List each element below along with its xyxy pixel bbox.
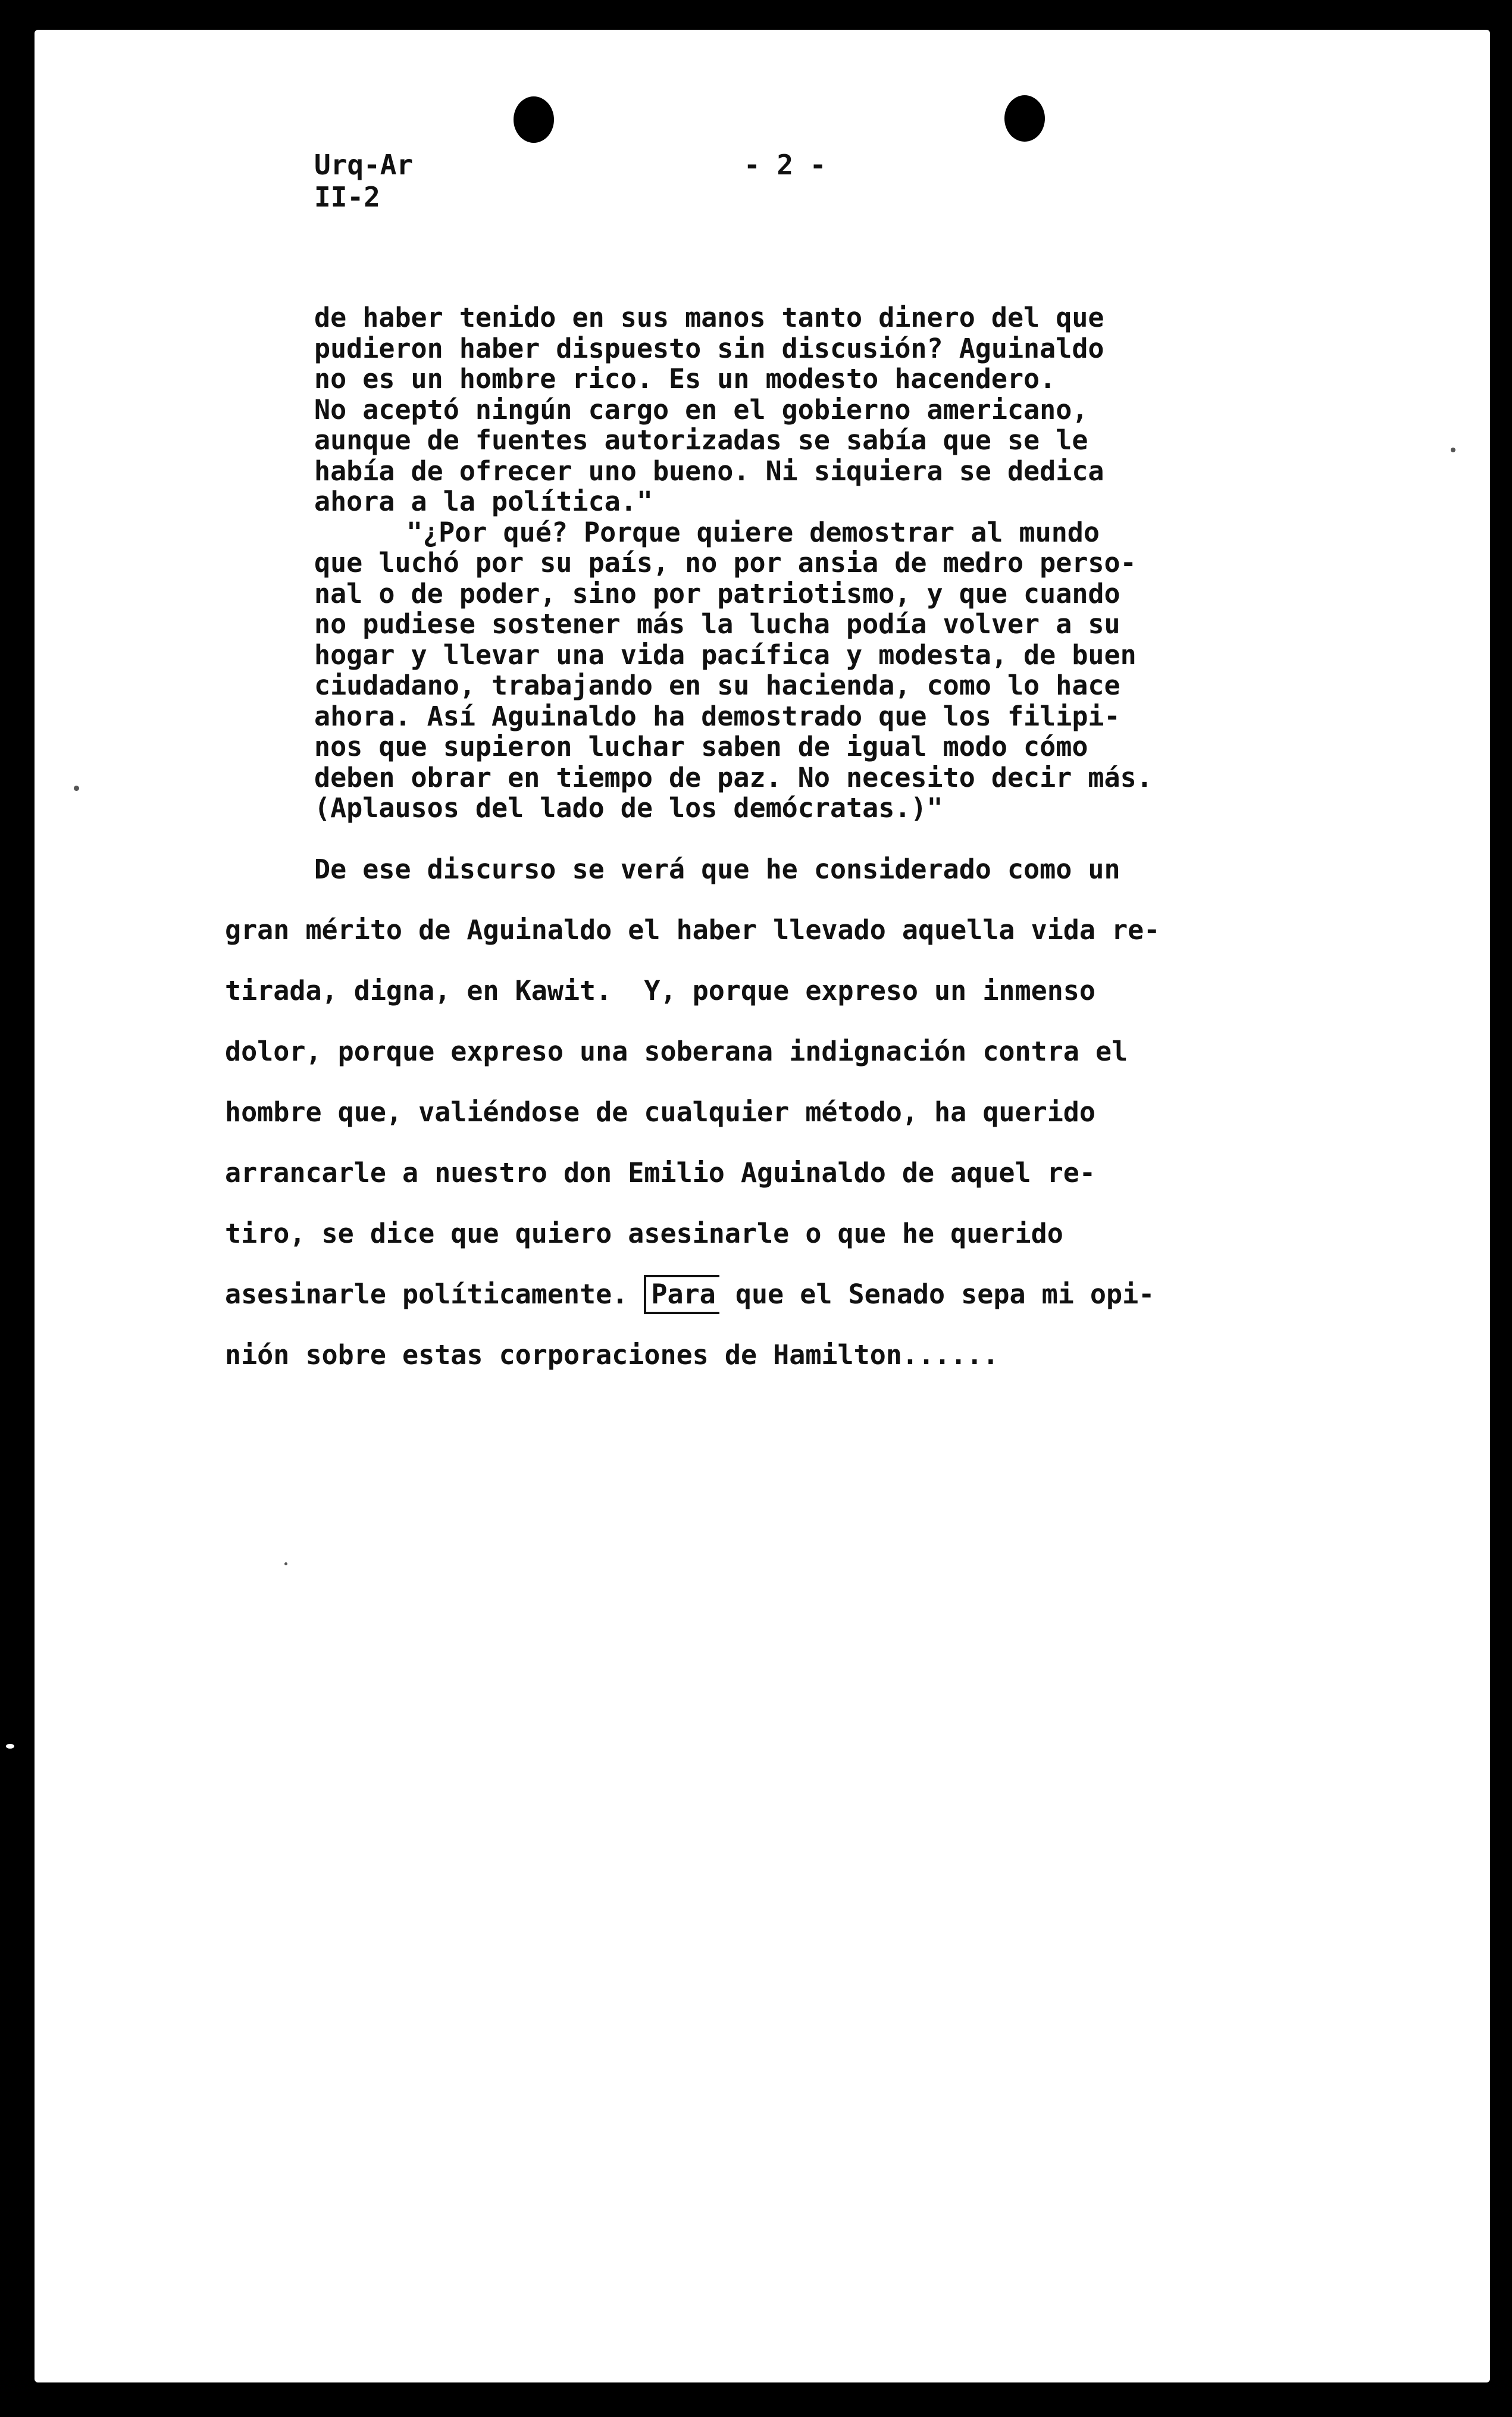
quote-line: ciudadano, trabajando en su hacienda, como lo hace: [314, 670, 1120, 701]
quote-line: ahora a la política.": [314, 486, 653, 517]
reference-line-1: Urq-Ar: [314, 149, 414, 181]
quote-line: de haber tenido en sus manos tanto dinero del que: [314, 302, 1104, 333]
scan-speck: [74, 786, 79, 791]
scan-speck: [1451, 448, 1455, 452]
quote-line: ahora. Así Aguinaldo ha demostrado que los filipi-: [314, 700, 1120, 732]
quote-line: aunque de fuentes autorizadas se sabía que se le: [314, 424, 1088, 456]
quote-line: (Aplausos del lado de los demócratas.)": [314, 792, 943, 824]
quoted-speech-block: [314, 302, 1299, 824]
quote-line: pudieron haber dispuesto sin discusión? Aguinaldo: [314, 332, 1104, 364]
body-line: hombre que, valiéndose de cualquier método, ha querido: [225, 1096, 1095, 1128]
quote-line: No aceptó ningún cargo en el gobierno americano,: [314, 393, 1088, 426]
quote-line: deben obrar en tiempo de paz. No necesito decir más.: [314, 761, 1153, 793]
bracketed-word: Para: [651, 1278, 716, 1310]
body-line-rest: que el Senado sepa mi opi-: [719, 1278, 1155, 1310]
scan-speck: [284, 1562, 287, 1565]
quote-line: que luchó por su país, no por ansia de medro perso-: [314, 547, 1137, 579]
punch-hole-left: [514, 96, 554, 143]
reference-code: [314, 149, 413, 213]
body-line: tiro, se dice que quiero asesinarle o que he querido: [225, 1218, 1063, 1249]
body-line: asesinarle políticamente.: [225, 1278, 628, 1310]
quote-line: "¿Por qué? Porque quiere demostrar al mundo: [406, 516, 1100, 548]
quote-line: no pudiese sostener más la lucha podía volver a su: [314, 608, 1120, 640]
quote-line: nal o de poder, sino por patriotismo, y que cuando: [314, 577, 1120, 609]
body-paragraph: [225, 839, 1302, 1386]
scan-speck: [6, 1744, 14, 1749]
page-number: - 2 -: [744, 149, 827, 181]
quote-line: había de ofrecer uno bueno. Ni siquiera se dedica: [314, 455, 1104, 487]
body-line-bracketed: [225, 1264, 1302, 1325]
body-line: gran mérito de Aguinaldo el haber llevado aquella vida re-: [225, 914, 1160, 946]
quote-line: hogar y llevar una vida pacífica y modesta, de buen: [314, 639, 1137, 671]
quote-line: no es un hombre rico. Es un modesto hacendero.: [314, 363, 1056, 395]
punch-hole-right: [1004, 95, 1045, 142]
body-line: dolor, porque expreso una soberana indignación contra el: [225, 1036, 1128, 1067]
body-line: De ese discurso se verá que he considerado como un: [314, 853, 1120, 885]
body-line: tirada, digna, en Kawit. Y, porque expreso un inmenso: [225, 975, 1095, 1006]
body-line: arrancarle a nuestro don Emilio Aguinaldo de aquel re-: [225, 1157, 1095, 1189]
body-line: nión sobre estas corporaciones de Hamilton......: [225, 1339, 999, 1371]
paragraph-bracket-mark: [644, 1275, 719, 1314]
quote-line: nos que supieron luchar saben de igual modo cómo: [314, 731, 1088, 762]
reference-line-2: II-2: [314, 181, 380, 213]
